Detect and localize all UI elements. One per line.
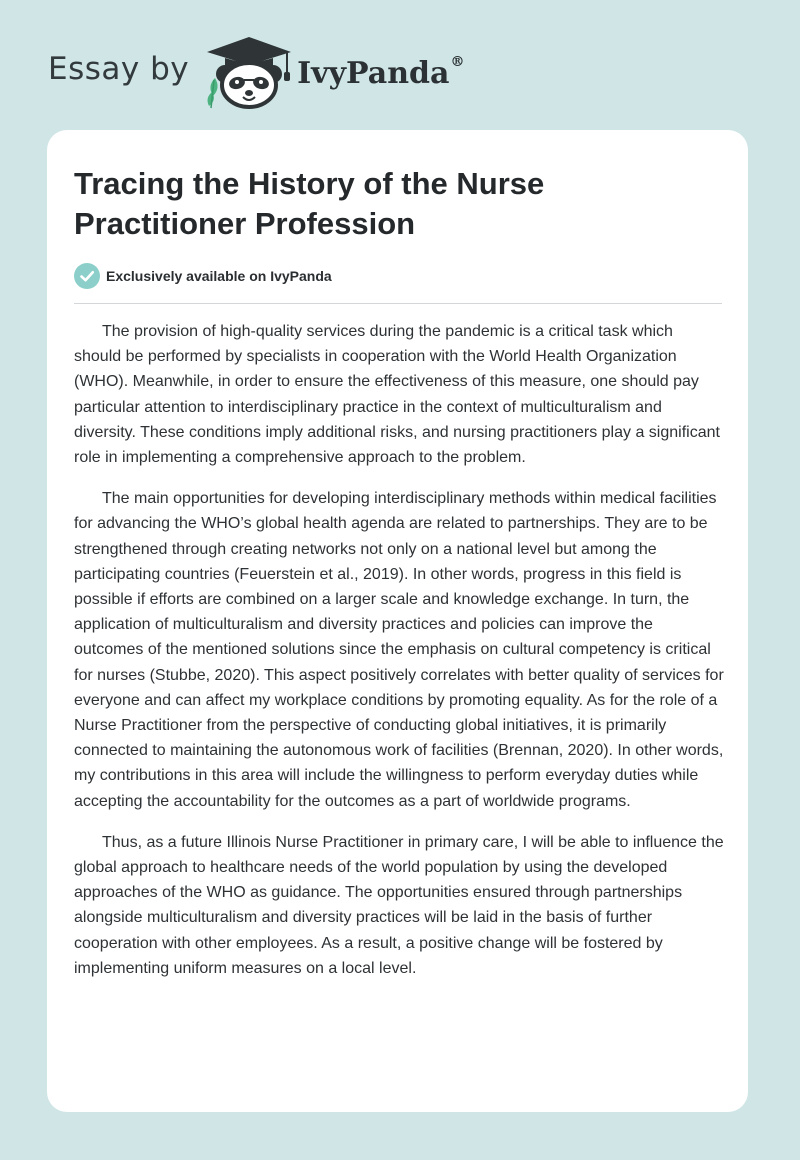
exclusive-badge — [74, 263, 332, 289]
essay-by-label: Essay by — [48, 51, 190, 87]
brand-name-text: IvyPanda — [297, 55, 450, 91]
paragraph-2: The main opportunities for developing interdisciplinary methods within medical facilities for advancing the WHO’s global health agenda are related to partnerships. They are to be strengthened through creating networks not only on a national level but among the participating countries (Feuerstein et al., 2019). In other words, progress in this field is possible if efforts are combined on a larger scale and knowledge exchange. In turn, the application of multiculturalism and diversity practices and policies can improve the outcomes of the mentioned solutions since the emphasis on cultural competency is critical for nurses (Stubbe, 2020). This aspect positively correlates with better quality of services for everyone and can affect my workplace conditions by promoting equality. As for the role of a Nurse Practitioner from the perspective of conducting global initiatives, it is primarily connected to maintaining the autonomous work of facilities (Brennan, 2020). In other words, my contributions in this area will include the willingness to perform everyday duties while accepting the accountability for the outcomes as a part of worldwide programs. — [74, 490, 724, 810]
essay-body — [74, 319, 724, 997]
registered-mark: ® — [450, 53, 465, 70]
site-brand[interactable] — [48, 34, 464, 110]
exclusive-badge-text: Exclusively available on IvyPanda — [106, 268, 332, 284]
essay-title: Tracing the History of the Nurse Practitioner Profession — [74, 166, 545, 241]
paragraph-3: Thus, as a future Illinois Nurse Practitioner in primary care, I will be able to influence the global approach to healthcare needs of the world population by using the developed approaches of the WHO as guidance. The opportunities ensured through partnerships alongside multiculturalism and diversity practices will be laid in the basis of further cooperation with other employees. As a result, a positive change will be fostered by implementing uniform measures on a local level. — [74, 833, 724, 977]
brand-name — [297, 53, 465, 91]
paragraph-1: The provision of high-quality services during the pandemic is a critical task which should be performed by specialists in cooperation with the World Health Organization (WHO). Meanwhile, in order to ensure the effectiveness of this measure, one should pay particular attention to interdisciplinary practice in the context of multiculturalism and diversity. These conditions imply additional risks, and nursing practitioners play a significant role in implementing a comprehensive approach to the problem. — [74, 323, 720, 467]
title-divider — [74, 303, 722, 304]
essay-card — [47, 130, 748, 1112]
panda-graduate-logo-icon — [203, 34, 295, 110]
check-circle-icon — [74, 263, 100, 289]
